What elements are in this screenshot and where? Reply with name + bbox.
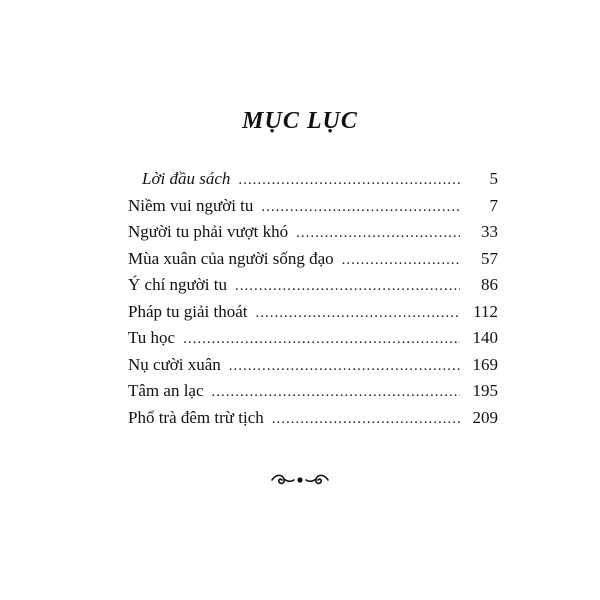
dot-leader xyxy=(296,220,460,247)
toc-page-number: 5 xyxy=(489,169,498,188)
toc-page-number: 57 xyxy=(481,248,498,268)
toc-page-number: 112 xyxy=(473,301,498,321)
toc-page-number: 33 xyxy=(481,222,498,241)
toc-page-number: 209 xyxy=(472,407,498,427)
toc-page-number: 195 xyxy=(472,381,498,400)
toc-entry-title: Tâm an lạc xyxy=(128,381,204,400)
dot-leader xyxy=(183,326,460,353)
toc-page-number: 86 xyxy=(481,275,498,294)
toc-entry[interactable] xyxy=(128,299,498,326)
toc-entry[interactable] xyxy=(128,219,498,246)
toc-entry-title: Người tu phải vượt khó xyxy=(128,222,289,241)
toc-page-number: 7 xyxy=(489,195,498,215)
dot-leader xyxy=(342,247,460,274)
toc-entry[interactable] xyxy=(128,193,498,220)
toc-entry-title: Mùa xuân của người sống đạo xyxy=(128,248,334,268)
toc-entry-title: Lời đầu sách xyxy=(142,169,231,188)
toc-entry[interactable] xyxy=(128,352,498,379)
scroll-flourish-icon xyxy=(270,470,330,490)
toc-entry[interactable] xyxy=(128,325,498,352)
toc-page-number: 140 xyxy=(472,328,498,347)
toc-entry[interactable] xyxy=(128,378,498,405)
toc-entry[interactable] xyxy=(128,246,498,273)
toc-entry[interactable] xyxy=(128,272,498,299)
toc-entry-title: Nụ cười xuân xyxy=(128,354,221,374)
dot-leader xyxy=(255,300,460,327)
dot-leader xyxy=(235,273,460,300)
dot-leader xyxy=(229,353,460,380)
dot-leader xyxy=(238,167,460,194)
dot-leader xyxy=(261,194,460,221)
toc-page-number: 169 xyxy=(472,354,498,374)
page-title: MỤC LỤC xyxy=(242,108,358,134)
toc-entry[interactable] xyxy=(128,405,498,432)
toc-entry-title: Pháp tu giải thoát xyxy=(128,301,248,321)
toc-entry-title: Phổ trà đêm trừ tịch xyxy=(128,407,264,427)
toc-entry[interactable] xyxy=(128,166,498,193)
table-of-contents xyxy=(128,166,498,431)
dot-leader xyxy=(272,406,460,433)
toc-entry-title: Niềm vui người tu xyxy=(128,195,254,215)
dot-leader xyxy=(212,379,460,406)
toc-entry-title: Ý chí người tu xyxy=(128,275,227,294)
toc-entry-title: Tu học xyxy=(128,328,176,347)
